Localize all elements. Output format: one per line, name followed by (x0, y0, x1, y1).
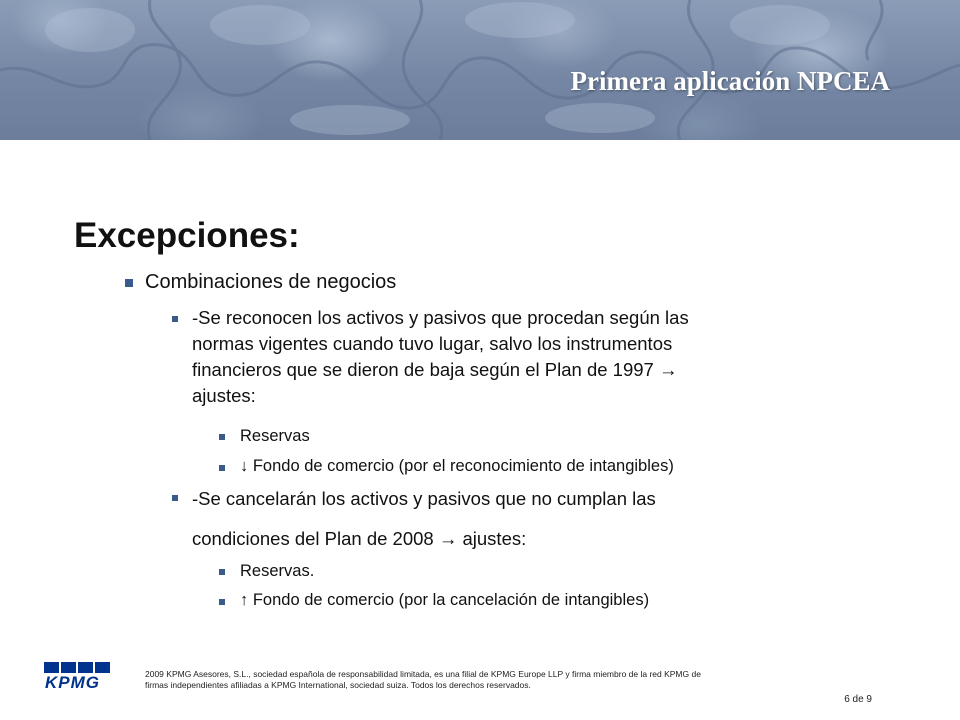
bullet-reconocen-line3: financieros que se dieron de baja según el Plan de 1997 → (192, 359, 678, 380)
subitem-reservas-2: Reservas. (240, 562, 315, 580)
subitem-reservas: Reservas (240, 427, 310, 445)
slide-section-title: Primera aplicación NPCEA (570, 66, 890, 96)
legal-line-1: 2009 KPMG Asesores, S.L., sociedad española de responsabilidad limitada, es una filial de KPMG Europe LLP y firma miembro de la red KPMG de (145, 669, 701, 679)
kpmg-logo (42, 660, 116, 695)
square-bullet-icon (172, 495, 178, 501)
subitem-fondo-reconocimiento: ↓ Fondo de comercio (por el reconocimiento de intangibles) (240, 457, 674, 475)
slide-heading: Excepciones: (74, 216, 300, 255)
bullet-cancelaran-line2: condiciones del Plan de 2008 → ajustes: (192, 528, 527, 549)
svg-text:KPMG: KPMG (45, 673, 100, 690)
bullet-reconocen-line2: normas vigentes cuando tuvo lugar, salvo los instrumentos (192, 333, 673, 354)
page-number: 6 de 9 (844, 694, 872, 705)
square-bullet-icon (219, 434, 225, 440)
square-bullet-icon (172, 316, 178, 322)
bullet-reconocen-line4: ajustes: (192, 385, 256, 406)
bullet-cancelaran-line1: -Se cancelarán los activos y pasivos que no cumplan las (192, 488, 656, 509)
legal-notice (145, 669, 845, 691)
square-bullet-icon (219, 599, 225, 605)
legal-line-2: firmas independientes afiliadas a KPMG International, sociedad suiza. Todos los derechos reservados. (145, 680, 531, 690)
bullet-reconocen-line1: -Se reconocen los activos y pasivos que procedan según las (192, 307, 689, 328)
subitem-fondo-cancelacion: ↑ Fondo de comercio (por la cancelación de intangibles) (240, 591, 650, 609)
square-bullet-icon (125, 279, 133, 287)
header-banner (0, 0, 960, 140)
square-bullet-icon (219, 465, 225, 471)
bullet-combinaciones: Combinaciones de negocios (145, 271, 397, 293)
square-bullet-icon (219, 569, 225, 575)
